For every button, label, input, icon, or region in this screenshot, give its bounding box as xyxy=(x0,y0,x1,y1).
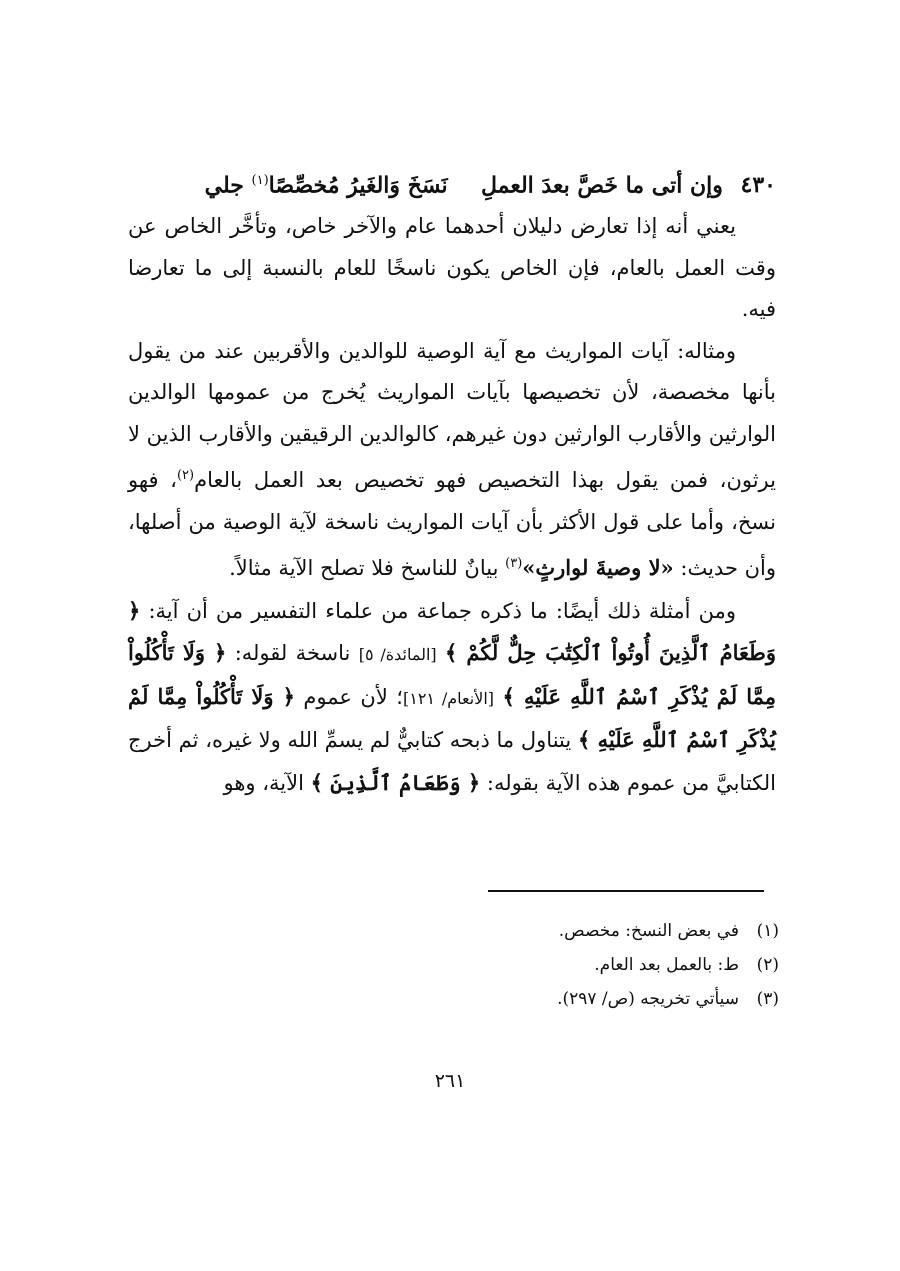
quran-ref-2: [الأنعام/ ١٢١] xyxy=(402,688,495,708)
paragraph-3 xyxy=(128,590,776,805)
paragraph-3-mid-2: ؛ لأن عموم xyxy=(303,684,403,709)
paragraph-3-mid-3: يتناول ما ذبحه كتابيٌّ لم يسمِّ الله ولا غيره، ثم أخرج الكتابيَّ من عموم هذه الآية بقوله: xyxy=(128,728,776,795)
paragraph-1: يعني أنه إذا تعارض دليلان أحدهما عام والآخر خاص، وتأخَّر الخاص عن وقت العمل بالعام، فإن الخاص يكون ناسخًا للعام بالنسبة إلى ما تعارضا فيه. xyxy=(128,214,776,322)
footnote-3 xyxy=(128,982,779,1016)
footnote-marker-2: (٢) xyxy=(176,468,195,484)
footnote-1 xyxy=(128,914,779,948)
footnote-text: سيأتي تخريجه (ص/ ٢٩٧). xyxy=(557,989,739,1009)
footnote-text: في بعض النسخ: مخصص. xyxy=(558,921,739,941)
quran-quote-1: ﴿ وَطَعَامُ ٱلَّذِينَ أُوتُواْ ٱلْكِتَٰبَ حِلٌّ لَّكُمْ ﴾ xyxy=(128,597,776,666)
footnotes xyxy=(128,914,779,1016)
footnote-text: ط: بالعمل بعد العام. xyxy=(594,955,739,975)
footnote-divider xyxy=(488,890,764,892)
verse-last-word: جلي xyxy=(204,172,244,199)
quran-quote-4: ﴿ وَطَعَامُ ٱلَّذِينَ ﴾ xyxy=(310,769,481,795)
quran-ref-1: [المائدة/ ٥] xyxy=(358,645,437,665)
paragraph-2-part-2: ، فهو نسخ، وأما على قول الأكثر بأن آيات المواريث ناسخة لآية الوصية من أصلها، وأن حديث: xyxy=(128,468,776,581)
footnote-marker-1: (١) xyxy=(251,173,269,188)
quran-quote-3: ﴿ وَلَا تَأْكُلُواْ مِمَّا لَمْ يُذْكَرِ ٱسْمُ ٱللَّهِ عَلَيْهِ ﴾ xyxy=(128,683,777,753)
paragraph-3-mid-1: ناسخة لقوله: xyxy=(234,641,351,666)
page-number: ٢٦١ xyxy=(434,1070,466,1092)
paragraph-3-intro: ومن أمثلة ذلك أيضًا: ما ذكره جماعة من علماء التفسير من أن آية: xyxy=(148,598,736,623)
quran-quote-2: ﴿ وَلَا تَأْكُلُواْ مِمَّا لَمْ يُذْكَرِ ٱسْمُ ٱللَّهِ عَلَيْهِ ﴾ xyxy=(128,640,776,709)
hadith-quote: «لا وصيةَ لوارثٍ» xyxy=(522,555,674,581)
verse-first-hemistich: وإن أتى ما خَصَّ بعدَ العملِ xyxy=(480,172,723,199)
footnote-marker-3: (٣) xyxy=(505,556,523,572)
paragraph-3-end: الآية، وهو xyxy=(223,770,304,795)
page-body xyxy=(128,160,776,804)
paragraph-2 xyxy=(128,331,776,590)
paragraph-2-part-1: ومثاله: آيات المواريث مع آية الوصية للوالدين والأقربين عند من يقول بأنها مخصصة، لأن تخصيصها بآيات المواريث يُخرج من عمومها الوالدين الوارثين والأقارب الوارثين دون غيرهم، كالوالدين الرقيقين والأقارب الذين لا يرثون، فمن يقول بهذا التخصيص فهو تخصيص بعد العمل بالعام xyxy=(128,338,776,493)
footnote-number: (١) xyxy=(756,921,779,941)
footnote-number: (٣) xyxy=(756,989,779,1009)
verse-number: ٤٣٠ xyxy=(740,172,776,199)
verse-line xyxy=(128,160,776,206)
paragraph-2-part-3: بيانٌ للناسخ فلا تصلح الآية مثالاً. xyxy=(229,556,499,581)
verse-second-hemistich: نَسَخَ وَالغَيرُ مُخصِّصًا xyxy=(268,172,448,199)
footnote-number: (٢) xyxy=(756,955,779,975)
footnote-2 xyxy=(128,948,779,982)
